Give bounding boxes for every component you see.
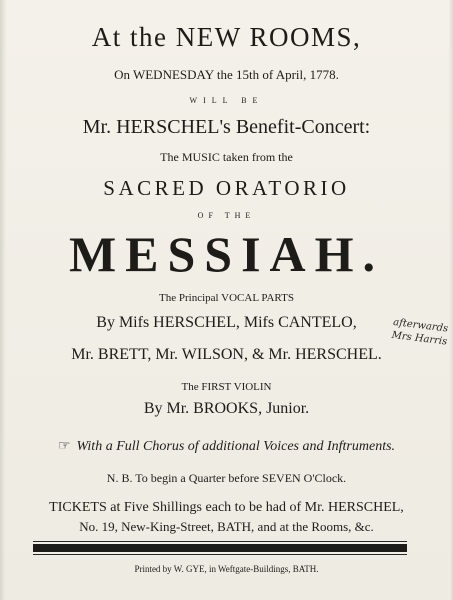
chorus-text: With a Full Chorus of additional Voices and Inftruments.: [76, 439, 396, 454]
concert-title: Mr. HERSCHEL's Benefit-Concert:: [82, 116, 371, 138]
annotation-line-1: afterwards: [392, 316, 449, 335]
vocalists-line-2: Mr. BRETT, Mr. WILSON, & Mr. HERSCHEL.: [71, 346, 382, 363]
tickets-line-1: TICKETS at Five Shillings each to be had of Mr. HERSCHEL,: [49, 500, 404, 515]
annotation-line-2: Mrs Harris: [390, 329, 448, 348]
start-time-note: N. B. To begin a Quarter before SEVEN O'Clock.: [106, 471, 347, 485]
venue-heading: At the NEW ROOMS,: [91, 22, 362, 52]
date-line: On WEDNESDAY the 15th of April, 1778.: [114, 67, 339, 82]
violinist-line: By Mr. BROOKS, Junior.: [143, 400, 310, 417]
vocalists-line-1: By Mifs HERSCHEL, Mifs CANTELO,: [96, 314, 357, 331]
tickets-line-2: No. 19, New-King-Street, BATH, and at the Rooms, &c.: [79, 519, 374, 534]
oratorio-line: SACRED ORATORIO: [103, 176, 350, 200]
messiah-title: MESSIAH.: [68, 226, 385, 282]
chorus-line: [0, 438, 453, 455]
first-violin-heading: The FIRST VIOLIN: [181, 381, 272, 393]
pointing-hand-icon: ☞: [57, 439, 71, 454]
ornamental-rule: [33, 544, 407, 552]
vocal-parts-heading: The Principal VOCAL PARTS: [159, 292, 294, 304]
music-intro-line: The MUSIC taken from the: [160, 150, 293, 164]
will-be-line: WILL BE: [189, 96, 264, 105]
of-the-line: OF THE: [197, 211, 256, 220]
printer-imprint: Printed by W. GYE, in Weftgate-Buildings, BATH.: [134, 564, 319, 574]
